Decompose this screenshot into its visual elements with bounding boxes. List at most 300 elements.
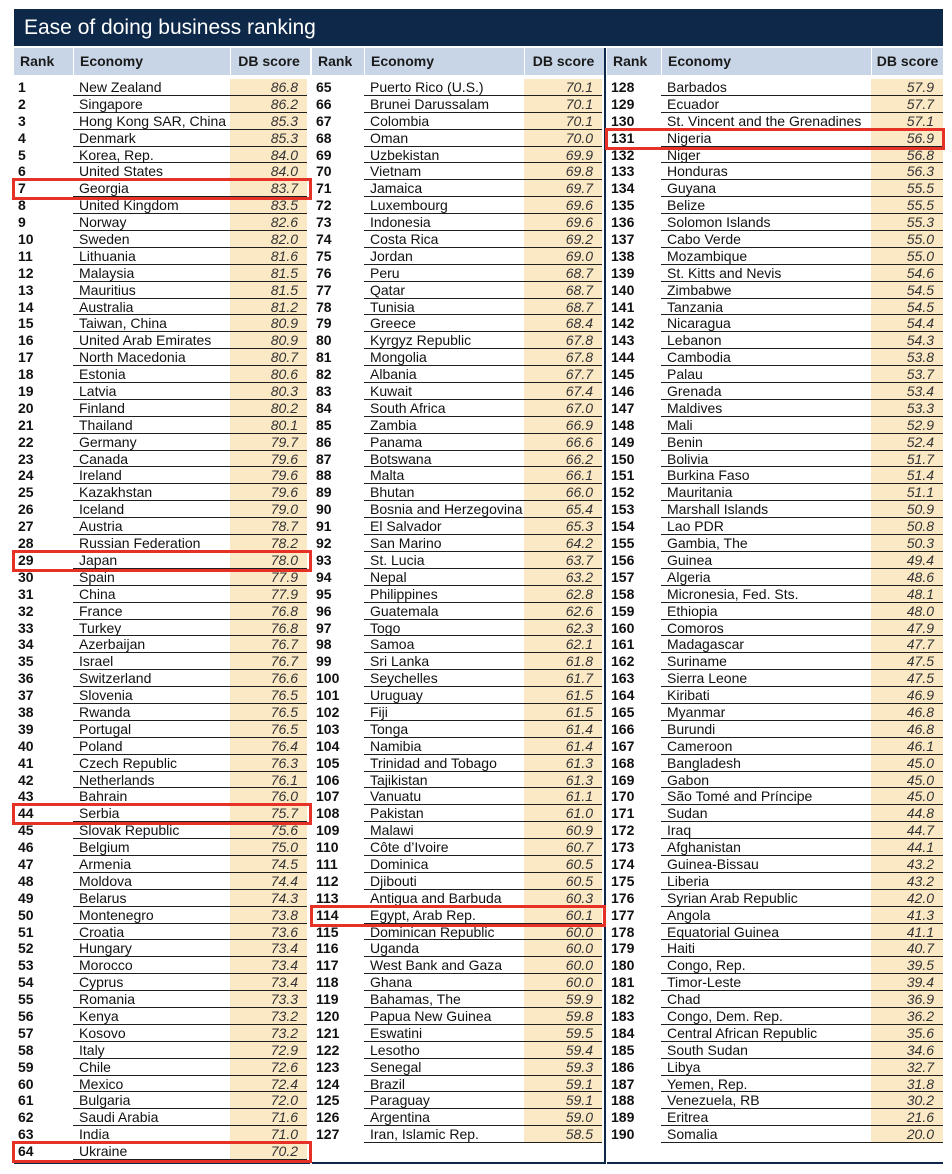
table-row — [607, 332, 943, 349]
economy-cell: Côte d’Ivoire — [364, 839, 524, 856]
economy-cell: Benin — [661, 434, 871, 451]
economy-cell: Germany — [73, 434, 230, 451]
table-row — [607, 400, 943, 417]
rank-cell: 30 — [18, 568, 34, 585]
db-score-cell: 32.7 — [871, 1059, 943, 1076]
table-row — [312, 1076, 604, 1093]
table-row — [312, 535, 604, 552]
db-score-cell: 67.4 — [524, 383, 602, 400]
economy-cell: Cyprus — [73, 974, 230, 991]
economy-cell: Costa Rica — [364, 231, 524, 248]
table-rows — [312, 79, 604, 1143]
db-score-cell: 61.0 — [524, 805, 602, 822]
db-score-cell: 69.8 — [524, 163, 602, 180]
economy-cell: Micronesia, Fed. Sts. — [661, 586, 871, 603]
db-score-cell: 82.0 — [230, 231, 307, 248]
rank-cell: 153 — [611, 501, 635, 518]
rank-cell: 111 — [316, 855, 338, 872]
table-row — [607, 163, 943, 180]
table-row — [312, 805, 604, 822]
rank-cell: 92 — [316, 535, 332, 552]
db-score-cell: 54.5 — [871, 282, 943, 299]
db-score-cell: 43.2 — [871, 856, 943, 873]
db-score-cell: 69.0 — [524, 248, 602, 265]
rank-cell: 160 — [611, 619, 635, 636]
db-score-cell: 41.1 — [871, 924, 943, 941]
rank-cell: 97 — [316, 619, 332, 636]
db-score-cell: 76.0 — [230, 788, 307, 805]
table-row — [312, 467, 604, 484]
rank-cell: 46 — [18, 839, 34, 856]
rank-cell: 105 — [316, 754, 340, 771]
table-row — [14, 299, 310, 316]
table-row — [14, 552, 310, 569]
db-score-cell: 79.6 — [230, 484, 307, 501]
rank-cell: 181 — [611, 974, 635, 991]
table-row — [14, 79, 310, 96]
rank-cell: 56 — [18, 1007, 34, 1024]
db-score-cell: 76.7 — [230, 636, 307, 653]
db-score-cell: 60.5 — [524, 873, 602, 890]
rank-cell: 182 — [611, 991, 635, 1008]
table-row — [607, 1109, 943, 1126]
table-row — [312, 383, 604, 400]
economy-cell: Romania — [73, 991, 230, 1008]
header-economy: Economy — [73, 48, 230, 75]
rank-cell: 45 — [18, 822, 34, 839]
table-column-3 — [607, 48, 943, 1164]
table-row — [607, 924, 943, 941]
db-score-cell: 84.0 — [230, 147, 307, 164]
db-score-cell: 76.5 — [230, 721, 307, 738]
db-score-cell: 53.8 — [871, 349, 943, 366]
rank-cell: 142 — [611, 315, 635, 332]
rank-cell: 28 — [18, 535, 34, 552]
db-score-cell: 60.5 — [524, 856, 602, 873]
table-row — [312, 755, 604, 772]
economy-cell: Antigua and Barbuda — [364, 890, 524, 907]
economy-cell: Kosovo — [73, 1025, 230, 1042]
db-score-cell: 54.5 — [871, 299, 943, 316]
db-score-cell: 61.3 — [524, 772, 602, 789]
rank-cell: 127 — [316, 1126, 340, 1143]
table-row — [312, 130, 604, 147]
economy-cell: Morocco — [73, 957, 230, 974]
db-score-cell: 52.9 — [871, 417, 943, 434]
table-row — [14, 400, 310, 417]
db-score-cell: 46.9 — [871, 687, 943, 704]
db-score-cell: 67.8 — [524, 332, 602, 349]
economy-cell: Tonga — [364, 721, 524, 738]
economy-cell: Czech Republic — [73, 755, 230, 772]
db-score-cell: 69.9 — [524, 147, 602, 164]
economy-cell: Eswatini — [364, 1025, 524, 1042]
economy-cell: Pakistan — [364, 805, 524, 822]
table-row — [312, 653, 604, 670]
table-row — [607, 670, 943, 687]
economy-cell: Bolivia — [661, 451, 871, 468]
table-row — [607, 299, 943, 316]
economy-cell: Trinidad and Tobago — [364, 755, 524, 772]
db-score-cell: 56.9 — [871, 130, 943, 147]
rank-cell: 32 — [18, 602, 34, 619]
table-row — [607, 687, 943, 704]
economy-cell: Australia — [73, 299, 230, 316]
economy-cell: Colombia — [364, 113, 524, 130]
db-score-cell: 71.0 — [230, 1126, 307, 1143]
db-score-cell: 75.7 — [230, 805, 307, 822]
table-row — [607, 907, 943, 924]
economy-cell: Barbados — [661, 79, 871, 96]
table-row — [607, 890, 943, 907]
economy-cell: Belize — [661, 197, 871, 214]
table-row — [607, 586, 943, 603]
economy-cell: Senegal — [364, 1059, 524, 1076]
economy-cell: Madagascar — [661, 636, 871, 653]
economy-cell: Japan — [73, 552, 230, 569]
table-row — [312, 1042, 604, 1059]
table-row — [14, 180, 310, 197]
economy-cell: Equatorial Guinea — [661, 924, 871, 941]
db-score-cell: 74.4 — [230, 873, 307, 890]
db-score-cell: 51.7 — [871, 451, 943, 468]
table-row — [607, 1076, 943, 1093]
rank-cell: 119 — [316, 991, 339, 1008]
rank-cell: 82 — [316, 366, 332, 383]
rank-cell: 15 — [18, 315, 34, 332]
rank-cell: 121 — [316, 1024, 340, 1041]
table-row — [312, 569, 604, 586]
economy-cell: Mexico — [73, 1076, 230, 1093]
table-row — [312, 839, 604, 856]
table-row — [607, 451, 943, 468]
table-row — [607, 1042, 943, 1059]
economy-cell: Central African Republic — [661, 1025, 871, 1042]
table-row — [312, 501, 604, 518]
rank-cell: 21 — [18, 416, 34, 433]
table-row — [312, 400, 604, 417]
economy-cell: Yemen, Rep. — [661, 1076, 871, 1093]
rank-cell: 63 — [18, 1126, 34, 1143]
db-score-cell: 43.2 — [871, 873, 943, 890]
economy-cell: Egypt, Arab Rep. — [364, 907, 524, 924]
economy-cell: New Zealand — [73, 79, 230, 96]
table-row — [607, 772, 943, 789]
economy-cell: Fiji — [364, 704, 524, 721]
db-score-cell: 40.7 — [871, 940, 943, 957]
rank-cell: 22 — [18, 433, 34, 450]
table-row — [607, 603, 943, 620]
db-score-cell: 60.9 — [524, 822, 602, 839]
rank-cell: 146 — [611, 383, 635, 400]
db-score-cell: 59.1 — [524, 1092, 602, 1109]
rank-cell: 99 — [316, 653, 332, 670]
table-row — [312, 940, 604, 957]
rank-cell: 152 — [611, 484, 635, 501]
table-column-1 — [14, 48, 310, 1164]
table-row — [312, 924, 604, 941]
table-row — [312, 704, 604, 721]
rank-cell: 95 — [316, 585, 332, 602]
rank-cell: 174 — [611, 855, 635, 872]
economy-cell: Bhutan — [364, 484, 524, 501]
db-score-cell: 80.7 — [230, 349, 307, 366]
table-row — [312, 299, 604, 316]
economy-cell: Hong Kong SAR, China — [73, 113, 230, 130]
rank-cell: 14 — [18, 298, 34, 315]
economy-cell: Libya — [661, 1059, 871, 1076]
rank-cell: 84 — [316, 399, 332, 416]
table-row — [607, 130, 943, 147]
db-score-cell: 74.5 — [230, 856, 307, 873]
db-score-cell: 76.3 — [230, 755, 307, 772]
table-row — [607, 282, 943, 299]
table-row — [312, 991, 604, 1008]
table-row — [607, 518, 943, 535]
economy-cell: Georgia — [73, 180, 230, 197]
table-row — [14, 1008, 310, 1025]
economy-cell: Sudan — [661, 805, 871, 822]
economy-cell: Greece — [364, 315, 524, 332]
rank-cell: 39 — [18, 720, 34, 737]
table-row — [312, 282, 604, 299]
table-row — [607, 315, 943, 332]
table-row — [14, 924, 310, 941]
table-title: Ease of doing business ranking — [24, 16, 316, 39]
rank-cell: 123 — [316, 1058, 340, 1075]
db-score-cell: 78.2 — [230, 535, 307, 552]
rank-cell: 125 — [316, 1092, 340, 1109]
table-row — [312, 1008, 604, 1025]
economy-cell: Hungary — [73, 940, 230, 957]
economy-cell: Dominican Republic — [364, 924, 524, 941]
table-row — [607, 856, 943, 873]
db-score-cell: 68.7 — [524, 282, 602, 299]
db-score-cell: 47.5 — [871, 670, 943, 687]
db-score-cell: 80.9 — [230, 315, 307, 332]
table-row — [607, 738, 943, 755]
rank-cell: 27 — [18, 518, 34, 535]
table-row — [14, 822, 310, 839]
table-row — [607, 383, 943, 400]
rank-cell: 112 — [316, 872, 339, 889]
table-row — [607, 484, 943, 501]
rank-cell: 3 — [18, 112, 26, 129]
rank-cell: 124 — [316, 1075, 340, 1092]
header-rank: Rank — [20, 53, 55, 69]
db-score-cell: 50.8 — [871, 518, 943, 535]
db-score-cell: 76.5 — [230, 687, 307, 704]
db-score-cell: 73.4 — [230, 974, 307, 991]
economy-cell: Botswana — [364, 451, 524, 468]
economy-cell: Indonesia — [364, 214, 524, 231]
db-score-cell: 45.0 — [871, 788, 943, 805]
db-score-cell: 73.3 — [230, 991, 307, 1008]
economy-cell: Montenegro — [73, 907, 230, 924]
db-score-cell: 55.3 — [871, 214, 943, 231]
table-row — [312, 636, 604, 653]
db-score-cell: 66.2 — [524, 451, 602, 468]
rank-cell: 135 — [611, 197, 635, 214]
rank-cell: 67 — [316, 112, 332, 129]
rank-cell: 29 — [18, 551, 34, 568]
economy-cell: Grenada — [661, 383, 871, 400]
rank-cell: 163 — [611, 670, 635, 687]
db-score-cell: 57.1 — [871, 113, 943, 130]
table-row — [607, 1008, 943, 1025]
economy-cell: China — [73, 586, 230, 603]
db-score-cell: 39.4 — [871, 974, 943, 991]
economy-cell: Iceland — [73, 501, 230, 518]
rank-cell: 62 — [18, 1109, 34, 1126]
table-row — [312, 1025, 604, 1042]
db-score-cell: 76.8 — [230, 603, 307, 620]
table-row — [607, 349, 943, 366]
table-row — [14, 704, 310, 721]
db-score-cell: 48.0 — [871, 603, 943, 620]
table-row — [312, 907, 604, 924]
db-score-cell: 66.6 — [524, 434, 602, 451]
rank-cell: 175 — [611, 872, 635, 889]
economy-cell: Iraq — [661, 822, 871, 839]
table-row — [312, 620, 604, 637]
db-score-cell: 59.3 — [524, 1059, 602, 1076]
db-score-cell: 78.0 — [230, 552, 307, 569]
db-score-cell: 55.0 — [871, 231, 943, 248]
table-row — [312, 890, 604, 907]
rank-cell: 48 — [18, 872, 34, 889]
table-row — [14, 636, 310, 653]
rank-cell: 165 — [611, 703, 635, 720]
rank-cell: 157 — [611, 568, 635, 585]
db-score-cell: 50.3 — [871, 535, 943, 552]
table-row — [14, 1092, 310, 1109]
economy-cell: Ecuador — [661, 96, 871, 113]
rank-cell: 72 — [316, 197, 332, 214]
table-row — [312, 147, 604, 164]
economy-cell: West Bank and Gaza — [364, 957, 524, 974]
table-row — [607, 147, 943, 164]
table-row — [607, 434, 943, 451]
economy-cell: Gambia, The — [661, 535, 871, 552]
table-row — [607, 822, 943, 839]
db-score-cell: 76.7 — [230, 653, 307, 670]
db-score-cell: 53.7 — [871, 366, 943, 383]
table-row — [607, 467, 943, 484]
table-row — [312, 96, 604, 113]
table-row — [14, 788, 310, 805]
db-score-cell: 83.7 — [230, 180, 307, 197]
table-rows — [14, 79, 310, 1160]
economy-cell: Bahamas, The — [364, 991, 524, 1008]
rank-cell: 2 — [18, 95, 26, 112]
db-score-cell: 60.1 — [524, 907, 602, 924]
economy-cell: Switzerland — [73, 670, 230, 687]
table-row — [607, 265, 943, 282]
db-score-cell: 50.9 — [871, 501, 943, 518]
rank-cell: 47 — [18, 855, 34, 872]
header-db-score: DB score — [230, 48, 307, 75]
economy-cell: Paraguay — [364, 1092, 524, 1109]
table-row — [312, 1126, 604, 1143]
db-score-cell: 60.0 — [524, 974, 602, 991]
db-score-cell: 61.3 — [524, 755, 602, 772]
rank-cell: 118 — [316, 974, 339, 991]
rank-cell: 16 — [18, 332, 34, 349]
economy-cell: Honduras — [661, 163, 871, 180]
economy-cell: Bangladesh — [661, 755, 871, 772]
table-row — [607, 535, 943, 552]
table-row — [607, 991, 943, 1008]
db-score-cell: 36.2 — [871, 1008, 943, 1025]
rank-cell: 185 — [611, 1041, 635, 1058]
db-score-cell: 68.7 — [524, 299, 602, 316]
economy-cell: Eritrea — [661, 1109, 871, 1126]
rank-cell: 155 — [611, 535, 635, 552]
db-score-cell: 60.3 — [524, 890, 602, 907]
table-row — [14, 890, 310, 907]
rank-cell: 179 — [611, 940, 635, 957]
db-score-cell: 54.4 — [871, 315, 943, 332]
table-row — [14, 265, 310, 282]
db-score-cell: 49.4 — [871, 552, 943, 569]
economy-cell: Jamaica — [364, 180, 524, 197]
economy-cell: Lithuania — [73, 248, 230, 265]
db-score-cell: 51.1 — [871, 484, 943, 501]
db-score-cell: 46.1 — [871, 738, 943, 755]
rank-cell: 44 — [18, 805, 34, 822]
db-score-cell: 72.6 — [230, 1059, 307, 1076]
economy-cell: Taiwan, China — [73, 315, 230, 332]
rank-cell: 68 — [316, 129, 332, 146]
db-score-cell: 60.0 — [524, 957, 602, 974]
economy-cell: Kenya — [73, 1008, 230, 1025]
table-row — [14, 805, 310, 822]
title-bar — [14, 9, 943, 46]
rank-cell: 74 — [316, 231, 332, 248]
rank-cell: 76 — [316, 264, 332, 281]
table-row — [14, 1025, 310, 1042]
table-row — [607, 1126, 943, 1143]
rank-cell: 77 — [316, 281, 332, 298]
rank-cell: 59 — [18, 1058, 34, 1075]
economy-cell: Tanzania — [661, 299, 871, 316]
economy-cell: São Tomé and Príncipe — [661, 788, 871, 805]
table-row — [14, 248, 310, 265]
rank-cell: 24 — [18, 467, 34, 484]
db-score-cell: 80.9 — [230, 332, 307, 349]
rank-cell: 137 — [611, 231, 635, 248]
economy-cell: Puerto Rico (U.S.) — [364, 79, 524, 96]
db-score-cell: 21.6 — [871, 1109, 943, 1126]
economy-cell: Myanmar — [661, 704, 871, 721]
economy-cell: Netherlands — [73, 772, 230, 789]
rank-cell: 26 — [18, 501, 34, 518]
db-score-cell: 73.4 — [230, 957, 307, 974]
table-row — [14, 940, 310, 957]
db-score-cell: 84.0 — [230, 163, 307, 180]
economy-cell: Kiribati — [661, 687, 871, 704]
economy-cell: Uruguay — [364, 687, 524, 704]
db-score-cell: 73.2 — [230, 1025, 307, 1042]
db-score-cell: 64.2 — [524, 535, 602, 552]
table-row — [14, 130, 310, 147]
table-row — [14, 653, 310, 670]
table-row — [14, 147, 310, 164]
db-score-cell: 71.6 — [230, 1109, 307, 1126]
economy-cell: Mongolia — [364, 349, 524, 366]
rank-cell: 109 — [316, 822, 340, 839]
